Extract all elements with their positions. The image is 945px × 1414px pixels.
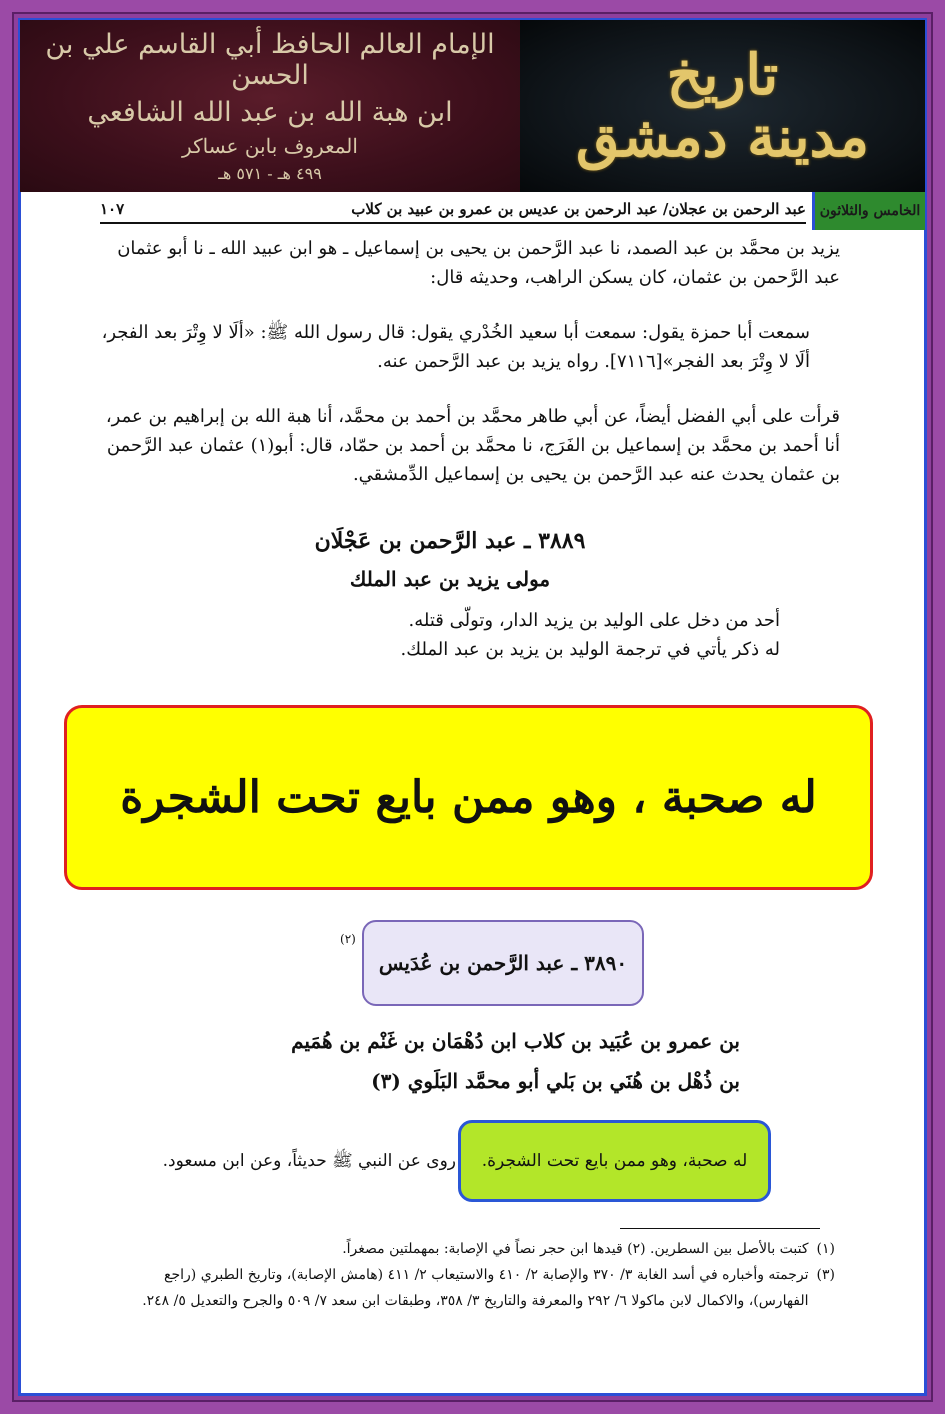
footnote-text: كتبت بالأصل بين السطرين. (٢) قيدها ابن حجر نصاً في الإصابة: بمهملتين مصغراً.	[342, 1241, 809, 1257]
running-header	[100, 196, 806, 224]
entry-3890-lineage-2: بن ذُهْل بن هُنَي بن بَلي أبو محمَّد البَلَوي (٣)	[371, 1069, 740, 1093]
paragraph-2: سمعت أبا حمزة يقول: سمعت أبا سعيد الخُدْري يقول: قال رسول الله ﷺ: «ألَا لا وِتْرَ بعد الفجر، ألَا لا وِتْرَ بعد الفجر»[٧١١٦]. رواه يزيد بن عبد الرَّحمن عنه.	[101, 322, 810, 372]
footnote-mark-2: (٢)	[340, 932, 356, 946]
entry-3890-title-box: ٣٨٩٠ ـ عبد الرَّحمن بن عُدَيس	[362, 920, 644, 1006]
cover-title-line1: تاريخ	[666, 42, 779, 108]
entry-3889-subtitle: مولى يزيد بن عبد الملك	[349, 567, 551, 591]
cover-author-line2: ابن هبة الله بن عبد الله الشافعي	[87, 97, 453, 128]
entry-3890-narration: روى عن النبي ﷺ حديثاً، وعن ابن مسعود.	[162, 1151, 456, 1171]
volume-label: الخامس والثلاثون	[812, 192, 925, 230]
entry-3889-title: ٣٨٨٩ ـ عبد الرَّحمن بن عَجْلَان	[314, 528, 586, 554]
footnote-item	[105, 1262, 835, 1314]
cover-title-line2: مدينة دمشق	[576, 104, 869, 170]
cover-dates: ٤٩٩ هـ - ٥٧١ هـ	[218, 164, 322, 183]
running-title: عبد الرحمن بن عجلان/ عبد الرحمن بن عديس بن عمرو بن عبيد بن كلاب	[351, 200, 806, 218]
cover-known-as: المعروف بابن عساكر	[182, 134, 358, 158]
book-cover-author-panel	[20, 20, 520, 192]
footnote-text: ترجمته وأخباره في أسد الغابة ٣/ ٣٧٠ والإصابة ٢/ ٤١٠ والاستيعاب ٢/ ٤١١ (هامش الإصابة)، وتاريخ الطبري (راجع الفهارس)، والاكمال لابن ماكولا ٦/ ٢٩٢ والمعرفة والتاريخ ٣/ ٣٥٨، وطبقات ابن سعد ٧/ ٥٠٩ والجرح والتعديل ٥/ ٢٤٨.	[142, 1267, 809, 1309]
footnote-item	[105, 1236, 835, 1262]
page-number: ١٠٧	[100, 200, 125, 218]
book-cover-title-panel	[520, 20, 925, 192]
yellow-highlight-callout: له صحبة ، وهو ممن بايع تحت الشجرة	[64, 705, 873, 890]
footnote-divider	[620, 1228, 820, 1229]
green-highlight-callout: له صحبة، وهو ممن بايع تحت الشجرة.	[458, 1120, 771, 1202]
entry-3889-body	[100, 606, 780, 664]
footnote-number: (١)	[816, 1241, 835, 1257]
entry-3890-lineage-1: بن عمرو بن عُبَيد بن كلاب ابن دُهْمَان بن غَنْم بن هُمَيم	[291, 1029, 740, 1053]
paragraph-3: قرأت على أبي الفضل أيضاً، عن أبي طاهر محمَّد بن أحمد بن محمَّد، أنا هبة الله بن إبراهيم بن عمر، أنا أحمد بن محمَّد بن إسماعيل بن الفَرَج، نا محمَّد بن أحمد بن حمّاد، قال: أبو(١) عثمان عبد الرَّحمن بن عثمان يحدث عنه عبد الرَّحمن بن يحيى بن إسماعيل الدِّمشقي.	[105, 406, 840, 485]
paragraph-1: يزيد بن محمَّد بن عبد الصمد، نا عبد الرَّحمن بن يحيى بن إسماعيل ـ هو ابن عبيد الله ـ نا أبو عثمان عبد الرَّحمن بن عثمان، كان يسكن الراهب، وحديثه قال:	[117, 238, 840, 288]
footnote-number: (٣)	[816, 1267, 835, 1283]
entry-3889-line2: له ذكر يأتي في ترجمة الوليد بن يزيد بن عبد الملك.	[400, 639, 780, 660]
footnotes	[105, 1236, 835, 1314]
entry-3889-line1: أحد من دخل على الوليد بن يزيد الدار، وتولّى قتله.	[408, 610, 780, 631]
cover-author-line1: الإمام العالم الحافظ أبي القاسم علي بن الحسن	[45, 29, 495, 91]
